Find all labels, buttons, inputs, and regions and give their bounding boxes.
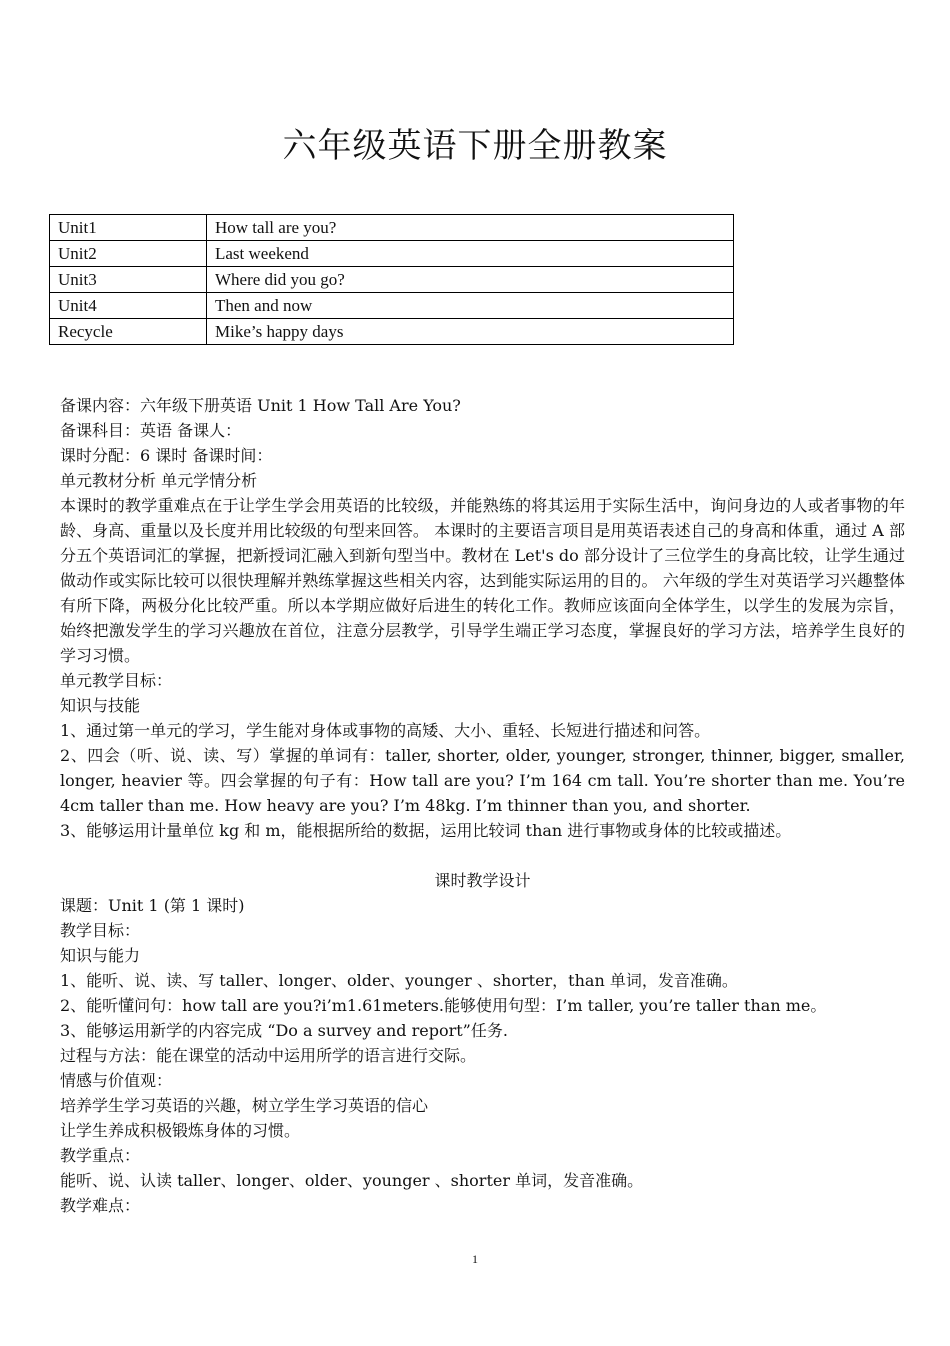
- table-row: [50, 319, 734, 345]
- unit-name-cell: How tall are you?: [207, 215, 734, 241]
- lesson-plan-body: [60, 393, 905, 1218]
- unit-name-cell: Last weekend: [207, 241, 734, 267]
- knowledge-skills-heading: 知识与技能: [60, 696, 141, 715]
- unit-cell: Unit2: [50, 241, 207, 267]
- table-row: [50, 293, 734, 319]
- goal-item-3: 3、能够运用计量单位 kg 和 m，能根据所给的数据，运用比较词 than 进行事物或身体的比较或描述。: [60, 821, 792, 840]
- prep-content-line: 备课内容：六年级下册英语 Unit 1 How Tall Are You?: [60, 396, 461, 415]
- page-number: 1: [472, 1252, 478, 1266]
- unit-cell: Unit3: [50, 267, 207, 293]
- unit-name-cell: Mike’s happy days: [207, 319, 734, 345]
- emotion-values-heading: 情感与价值观：: [60, 1071, 173, 1090]
- lesson-topic-line: 课题：Unit 1 (第 1 课时): [60, 896, 245, 915]
- objective-item-3: 3、能够运用新学的内容完成 “Do a survey and report”任务.: [60, 1021, 508, 1040]
- goal-item-2: 2、四会（听、说、读、写）掌握的单词有：taller, shorter, older, younger, stronger, thinner, bigger, smaller, longer, heavier 等。四会掌握的句子有：How tall are you? I’m 164 cm tall. You’re shorter than me. You’re 4cm taller than me. How heavy are you? I’m 48kg. I’m thinner than you, and shorter.: [60, 746, 905, 815]
- unit-cell: Unit1: [50, 215, 207, 241]
- units-table: [49, 214, 734, 345]
- document-title: 六年级英语下册全册教案: [282, 126, 668, 166]
- unit-name-cell: Where did you go?: [207, 267, 734, 293]
- unit-goals-heading: 单元教学目标：: [60, 671, 173, 690]
- unit-cell: Recycle: [50, 319, 207, 345]
- knowledge-ability-heading: 知识与能力: [60, 946, 141, 965]
- spacer: [60, 843, 905, 868]
- key-points-line: 能听、说、认读 taller、longer、older、younger 、shorter 单词，发音准确。: [60, 1171, 644, 1190]
- table-row: [50, 241, 734, 267]
- table-row: [50, 215, 734, 241]
- lesson-allocation-line: 课时分配：6 课时 备课时间：: [60, 446, 273, 465]
- difficulties-heading: 教学难点：: [60, 1196, 141, 1215]
- objective-item-2: 2、能听懂问句：how tall are you?i’m1.61meters.能够使用句型：I’m taller, you’re taller than me。: [60, 996, 827, 1015]
- objective-item-1: 1、能听、说、读、写 taller、longer、older、younger 、shorter，than 单词，发音准确。: [60, 971, 738, 990]
- prep-subject-line: 备课科目：英语 备课人：: [60, 421, 242, 440]
- goal-item-1: 1、通过第一单元的学习，学生能对身体或事物的高矮、大小、重轻、长短进行描述和问答。: [60, 721, 711, 740]
- teaching-goals-heading: 教学目标：: [60, 921, 141, 940]
- unit-analysis-heading: 单元教材分析 单元学情分析: [60, 471, 258, 490]
- lesson-design-heading: 课时教学设计: [434, 871, 531, 890]
- table-row: [50, 267, 734, 293]
- emotion-item-1: 培养学生学习英语的兴趣，树立学生学习英语的信心: [60, 1096, 429, 1115]
- unit-analysis-paragraph: 本课时的教学重难点在于让学生学会用英语的比较级，并能熟练的将其运用于实际生活中，询问身边的人或者事物的年龄、身高、重量以及长度并用比较级的句型来回答。 本课时的主要语言项目是用英语表述自己的身高和体重，通过 A 部分五个英语词汇的掌握，把新授词汇融入到新句型当中。教材在 Let's do 部分设计了三位学生的身高比较，让学生通过做动作或实际比较可以很快理解并熟练掌握这些相关内容，达到能实际运用的目的。 六年级的学生对英语学习兴趣整体有所下降，两极分化比较严重。所以本学期应做好后进生的转化工作。教师应该面向全体学生，以学生的发展为宗旨，始终把激发学生的学习兴趣放在首位，注意分层教学，引导学生端正学习态度，掌握良好的学习方法，培养学生良好的学习习惯。: [60, 496, 905, 665]
- process-method-line: 过程与方法：能在课堂的活动中运用所学的语言进行交际。: [60, 1046, 477, 1065]
- key-points-heading: 教学重点：: [60, 1146, 141, 1165]
- emotion-item-2: 让学生养成积极锻炼身体的习惯。: [60, 1121, 301, 1140]
- unit-name-cell: Then and now: [207, 293, 734, 319]
- unit-cell: Unit4: [50, 293, 207, 319]
